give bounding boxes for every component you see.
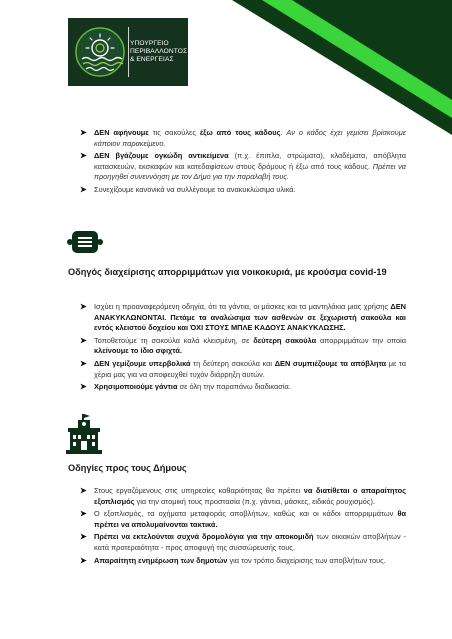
list-item: ➤ ΔΕΝ βγάζουμε ογκώδη αντικείμενα (π.χ. έπιπλα, στρώματα), κλαδέματα, απόβλητα κατασκευών, εκσκαφών και κατεδαφίσεων στους δρόμους ή έξω από τους κάδους. Πρέπει να προηγηθεί συνεννόηση με τον Δήμο για την παραλαβή τους. <box>80 151 406 182</box>
chevron-icon: ➤ <box>80 184 87 194</box>
section1-list <box>80 128 406 198</box>
chevron-icon: ➤ <box>80 382 87 392</box>
city-hall-icon <box>66 414 102 454</box>
list-item: ➤ Ισχύει η προαναφερόμενη οδηγία, ότι τα γάντια, οι μάσκες και τα μαντηλάκια μιας χρήσης ΔΕΝ ΑΝΑΚΥΚΛΩΝΟΝΤΑΙ. Πετάμε τα αναλώσιμα των ασθενών σε ξεχωριστή σακούλα και εντός κλειστού δοχείου και ΌΧΙ ΣΤΟΥΣ ΜΠΛΕ ΚΑΔΟΥΣ ΑΝΑΚΥΚΛΩΣΗΣ. <box>80 302 406 333</box>
chevron-icon: ➤ <box>80 335 87 345</box>
section2-list <box>80 302 406 395</box>
chevron-icon: ➤ <box>80 128 87 137</box>
logo-line-3: & ΕΝΕΡΓΕΙΑΣ <box>130 56 174 63</box>
chevron-icon: ➤ <box>80 509 87 519</box>
trash-bag-icon <box>66 229 104 255</box>
list-item: ➤ ΔΕΝ αφήνουμε τις σακούλες έξω από τους κάδους. Αν ο κάδος έχει γεμίσει βρίσκουμε κάποιον παρακείμενο. <box>80 128 406 148</box>
section2-title: Οδηγός διαχείρισης απορριμμάτων για νοικοκυριά, με κρούσμα covid-19 <box>68 267 387 277</box>
chevron-icon: ➤ <box>80 151 87 161</box>
chevron-icon: ➤ <box>80 358 87 368</box>
chevron-icon: ➤ <box>80 302 87 311</box>
list-item: ➤ Πρέπει να εκτελούνται συχνά δρομολόγια για την αποκομιδή των οικιακών αποβλήτων - κατά προτεραιότητα - προς αποφυγή της συσσώρευσής τους. <box>80 532 406 552</box>
corner-decoration <box>232 0 452 135</box>
ministry-logo <box>68 18 188 86</box>
logo-text <box>130 40 187 64</box>
logo-line-2: ΠΕΡΙΒΑΛΛΟΝΤΟΣ <box>130 48 188 55</box>
section3-list <box>80 486 406 568</box>
chevron-icon: ➤ <box>80 532 87 542</box>
logo-line-1: ΥΠΟΥΡΓΕΙΟ <box>130 40 169 47</box>
list-item: ➤ Τοποθετούμε τη σακούλα καλά κλεισμένη, σε δεύτερη σακούλα απορριμμάτων την οποία κλείνουμε το ίδιο σφιχτά. <box>80 335 406 356</box>
list-item: ➤ Απαραίτητη ενημέρωση των δημοτών για τον τρόπο διαχείρισης των αποβλήτων τους. <box>80 555 386 565</box>
list-item: ➤ Συνεχίζουμε κανονικά να συλλέγουμε τα ανακυκλώσιμα υλικά. <box>80 184 296 194</box>
sun-waves-logo-icon <box>74 26 126 78</box>
logo-divider <box>128 27 129 77</box>
list-item: ➤ ΔΕΝ γεμίζουμε υπερβολικά τη δεύτερη σακούλα και ΔΕΝ συμπιέζουμε τα απόβλητα με τα χέρια μας για να αποφευχθεί τυχόν διάρρηξη αυτών. <box>80 358 406 379</box>
list-item: ➤ Χρησιμοποιούμε γάντια σε όλη την παραπάνω διαδικασία. <box>80 382 291 392</box>
list-item: ➤ Ο εξοπλισμός, τα οχήματα μεταφοράς αποβλήτων, καθώς και οι κάδοι απορριμμάτων θα πρέπει να απολυμαίνονται τακτικά. <box>80 509 406 529</box>
chevron-icon: ➤ <box>80 555 87 565</box>
section3-title: Οδηγίες προς τους Δήμους <box>68 463 187 473</box>
chevron-icon: ➤ <box>80 486 87 495</box>
list-item: ➤ Στους εργαζόμενους στις υπηρεσίες καθαριότητας θα πρέπει να διατίθεται ο απαραίτητος εξοπλισμός για την ατομική τους προστασία (π.χ. γάντια, μάσκες, ειδικός ρουχισμός). <box>80 486 406 506</box>
